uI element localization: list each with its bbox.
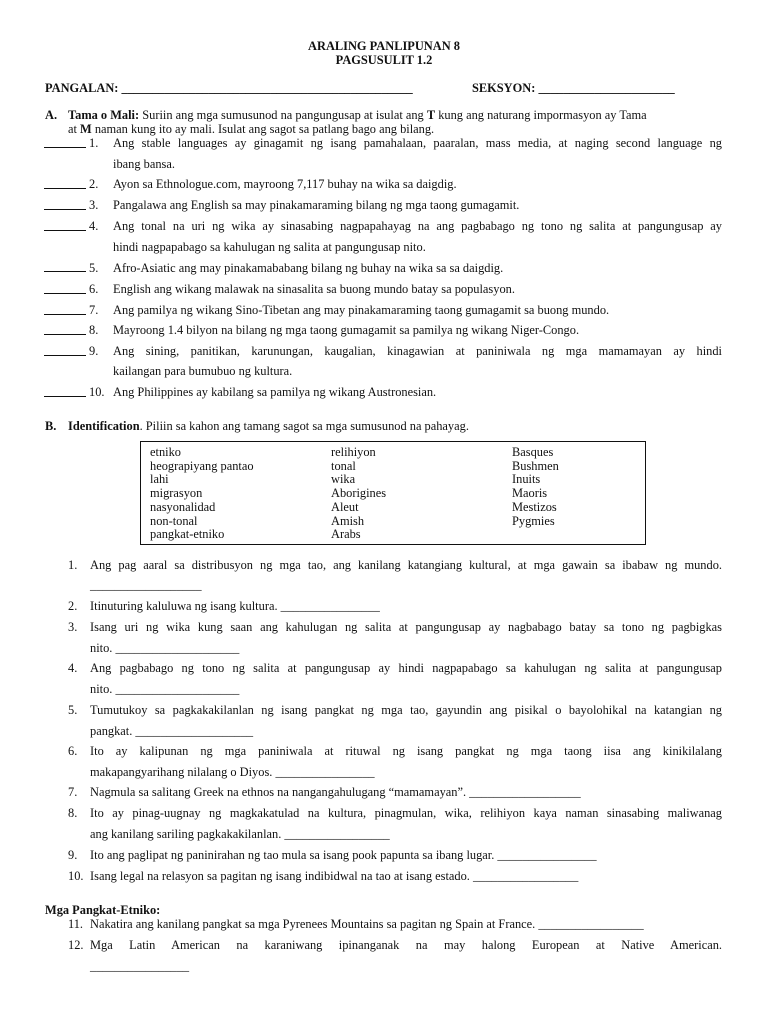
section-a-instructions-line2: at M naman kung ito ay mali. Isulat ang sagot sa patlang bago ang bilang. bbox=[68, 122, 435, 136]
worksheet-subtitle: PAGSUSULIT 1.2 bbox=[335, 53, 433, 67]
section-b-heading: Identification bbox=[68, 419, 140, 433]
section-a-instructions: Tama o Mali: Suriin ang mga sumusunod na pangungusap at isulat ang T kung ang naturang impormasyon ay Tama bbox=[68, 108, 647, 122]
name-field[interactable]: PANGALAN: _______________________________________________ bbox=[45, 81, 413, 95]
answer-blank[interactable] bbox=[44, 188, 86, 189]
answer-blank[interactable] bbox=[44, 147, 86, 148]
answer-blank[interactable] bbox=[44, 334, 86, 335]
section-c-heading: Mga Pangkat-Etniko: bbox=[45, 903, 161, 917]
word-bank-column-1: etniko heograpiyang pantao lahi migrasyon nasyonalidad non-tonal pangkat-etniko bbox=[150, 445, 254, 542]
worksheet-title: ARALING PANLIPUNAN 8 bbox=[308, 39, 460, 53]
answer-blank[interactable] bbox=[44, 230, 86, 231]
word-bank-column-3: Basques Bushmen Inuits Maoris Mestizos Pygmies bbox=[512, 445, 559, 528]
answer-blank[interactable] bbox=[44, 355, 86, 356]
answer-blank[interactable] bbox=[44, 209, 86, 210]
answer-blank[interactable] bbox=[44, 271, 86, 272]
answer-blank[interactable] bbox=[44, 293, 86, 294]
section-a-letter: A. bbox=[45, 108, 58, 122]
worksheet-page: ARALING PANLIPUNAN 8 PAGSUSULIT 1.2 PANGALAN: _______________________________________________ SEKSYON: ______________________ A. Tama o Mali: Suriin ang mga sumusunod na pangungusap at isulat ang T kung ang naturang impormasyon ay Tama at M naman kung ito ay mali. Isulat ang sagot sa patlang bago ang bilang. 1. Ang stable languages ay ginagamit ng isang pamahalaan, paaralan, mass media, at naging second language ng ibang bansa. 2. Ayon sa Ethnologue.com, mayroong 7,117 buhay na wika sa daigdig. 3. Pangalawa ang English sa may pinakamaraming bilang ng mga taong gumagamit. 4. Ang tonal na uri ng wika ay sinasabing nagpapahayag na ang pagbabago ng tono ng salita at pangungusap ay hindi nagpapabago sa kahulugan ng salita at pangungusap nito. 5. Afro-Asiatic ang may pinakamababang bilang ng buhay na wika sa sa daigdig. 6. English ang wikang malawak na sinasalita sa buong mundo batay sa populasyon. 7. Ang pamilya ng wikang Sino-Tibetan ang may pinakamaraming taong gumagamit sa buong mundo. 8. Mayroong 1.4 bilyon na bilang ng mga taong gumagamit sa pamilya ng wikang Niger-Congo. 9. Ang sining, panitikan, karunungan, kaugalian, kinagawian at paniniwala ng mga mamamayan ay hindi kailangan para bumubuo ng kultura. 10. Ang Philippines ay kabilang sa pamilya ng wikang Austronesian. B. Identification. Piliin sa kahon ang tamang sagot sa mga sumusunod na pahayag. etniko heograpiyang pantao lahi migrasyon nasyonalidad non-tonal pangkat-etniko relihiyon tonal wika Aborigines Aleut Amish Arabs Basques Bushmen Inuits Maoris Mestizos Pygmies 1. Ang pag aaral sa distribusyon ng mga tao, ang kanilang katangiang kultural, at mga gawain sa ibabaw ng mundo. __________________ 2. Itinuturing kaluluwa ng isang kultura. ________________ 3. Isang uri ng wika kung saan ang kahulugan ng salita at pangungusap ay nagbabago batay sa tono ng pagbigkas nito. ____________________ 4. Ang pagbabago ng tono ng salita at pangungusap ay hindi nagpapabago sa kahulugan ng salita at pangungusap nito. ____________________ 5. Tumutukoy sa pagkakakilanlan ng isang pangkat ng mga tao, gayundin ang pisikal o bayolohikal na katangian ng pangkat. ___________________ 6. Ito ay kalipunan ng mga paniniwala at rituwal ng isang pangkat ng mga taong iisa ang kinikilalang makapangyarihang nilalang o Diyos. ________________ 7. Nagmula sa salitang Greek na ethnos na nangangahulugang “mamamayan”. __________________ 8. Ito ay pinag-uugnay ng magkakatulad na kultura, pinagmulan, wika, relihiyon kaya naman sinasabing maliwanag ang kanilang sariling pagkakakilanlan. _________________ 9. Ito ang paglipat ng paninirahan ng tao mula sa isang pook papunta sa ibang lugar. ________________ 10. Isang legal na relasyon sa pagitan ng isang indibidwal na tao at isang estado. _________________ Mga Pangkat-Etniko: 11. Nakatira ang kanilang pangkat sa mga Pyrenees Mountains sa pagitan ng Spain at France. _________________ 12. Mga Latin American na karaniwang ipinanganak na may halong European at Native American. ________________ bbox=[0, 0, 768, 1024]
word-bank-box bbox=[140, 441, 646, 545]
answer-blank[interactable] bbox=[44, 314, 86, 315]
section-b-instructions: Identification. Piliin sa kahon ang tamang sagot sa mga sumusunod na pahayag. bbox=[68, 419, 469, 433]
section-field[interactable]: SEKSYON: ______________________ bbox=[472, 81, 675, 95]
answer-blank[interactable] bbox=[44, 396, 86, 397]
section-a-heading: Tama o Mali: bbox=[68, 108, 140, 122]
section-b-letter: B. bbox=[45, 419, 57, 433]
word-bank-column-2: relihiyon tonal wika Aborigines Aleut Amish Arabs bbox=[331, 445, 387, 542]
